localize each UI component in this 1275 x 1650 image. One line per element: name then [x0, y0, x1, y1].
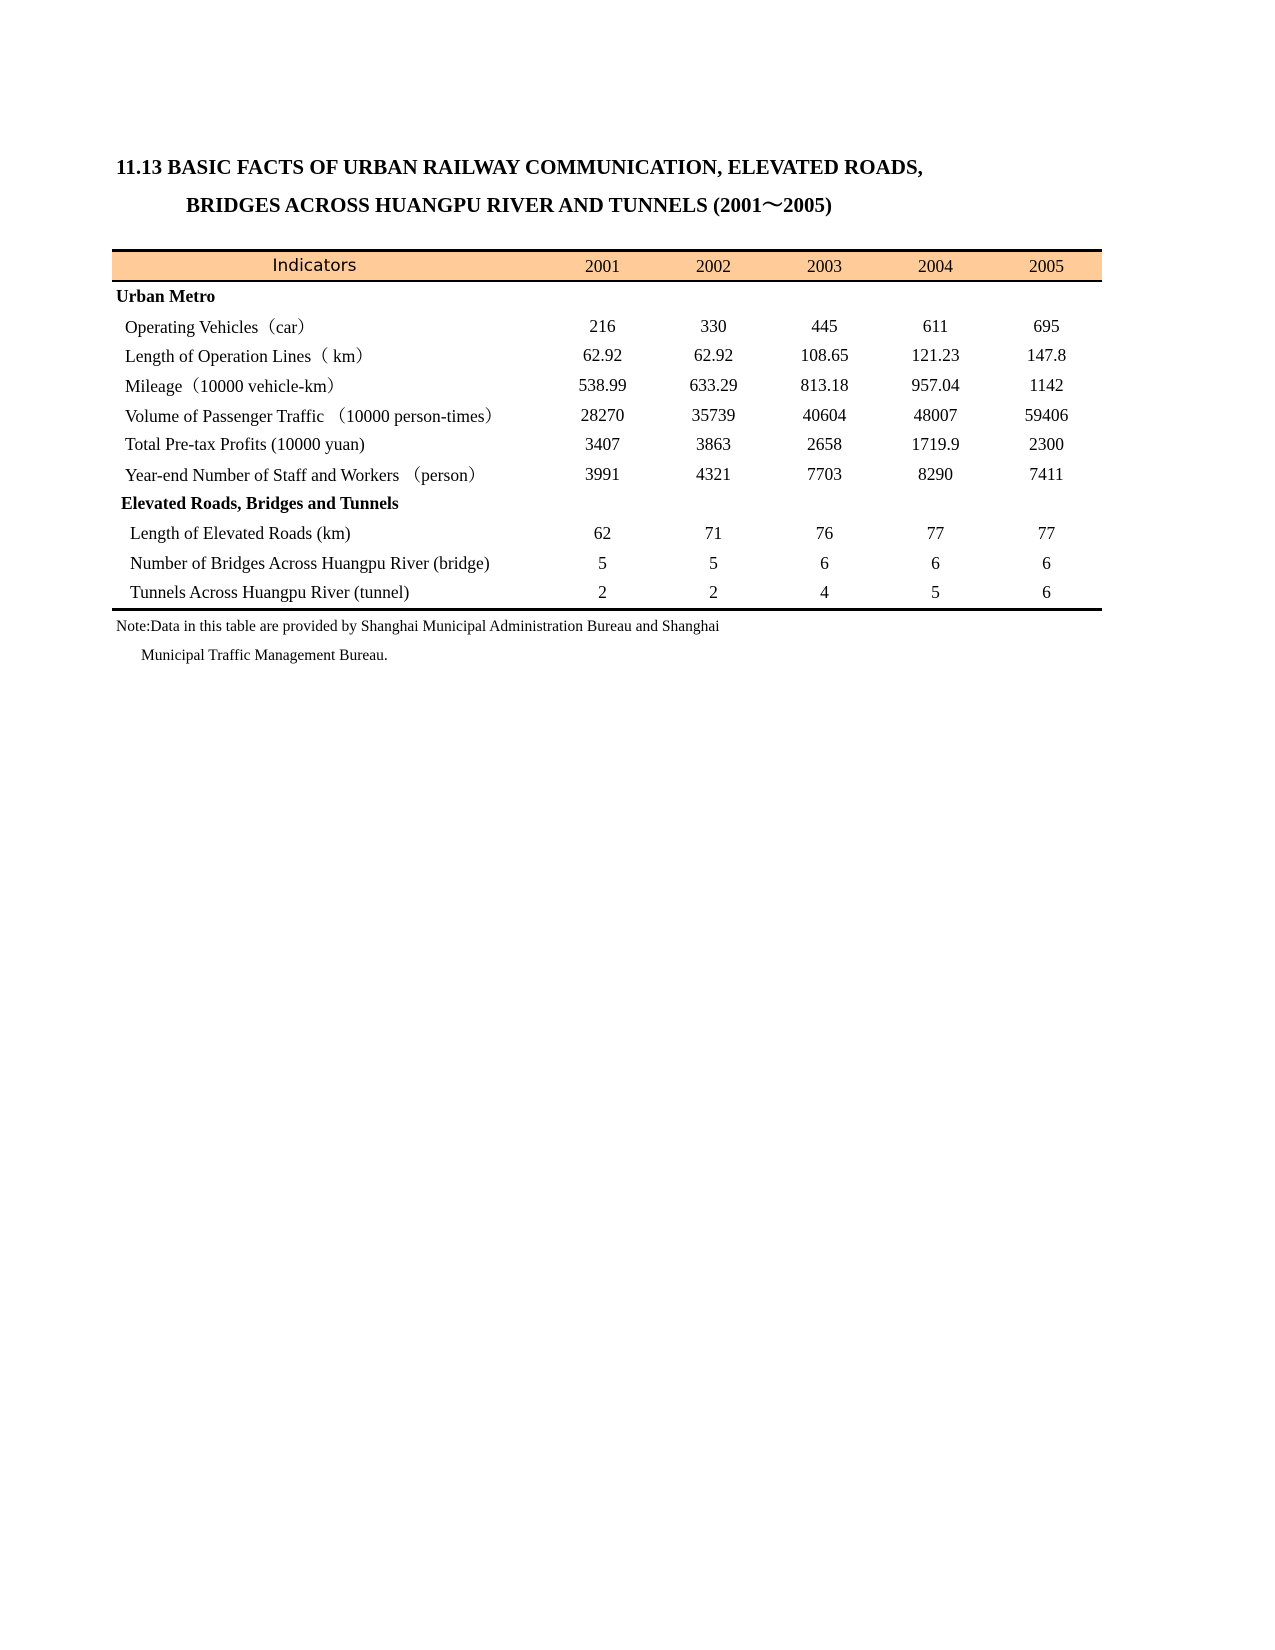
cell-2005: 2300: [1029, 434, 1064, 455]
cell-2005: 7411: [1029, 463, 1064, 484]
row-label: Total Pre-tax Profits (10000 yuan): [125, 434, 365, 455]
cell-2002: 5: [709, 552, 718, 573]
cell-2004: 121.23: [911, 345, 960, 366]
cell-2003: 445: [811, 315, 838, 336]
cell-2004: 5: [880, 578, 991, 609]
cell-2003: 76: [815, 523, 834, 544]
header-indicators: Indicators: [112, 251, 547, 282]
cell-2004: 957.04: [911, 375, 960, 396]
data-table: [112, 249, 1102, 611]
title-line-2: BRIDGES ACROSS HUANGPU RIVER AND TUNNELS (2001～2005): [186, 193, 833, 217]
note-line-2: Municipal Traffic Management Bureau.: [141, 647, 388, 664]
row-label: Mileage（10000 vehicle-km）: [125, 376, 345, 397]
section-row-urban-metro: [112, 281, 1102, 312]
cell-2001: 538.99: [578, 375, 627, 396]
cell-2005: 6: [991, 578, 1102, 609]
cell-2004: 48007: [913, 404, 958, 425]
header-year-2002: 2002: [658, 251, 769, 282]
cell-2001: 216: [589, 315, 616, 336]
table-row: [112, 548, 1102, 578]
cell-2002: 35739: [691, 404, 736, 425]
cell-2001: 5: [598, 552, 607, 573]
section-title: Urban Metro: [116, 286, 216, 307]
table-header-row: [112, 251, 1102, 282]
cell-2003: 2658: [807, 434, 842, 455]
cell-2002: 62.92: [693, 345, 734, 366]
cell-2002: 2: [658, 578, 769, 609]
header-year-2003: 2003: [769, 251, 880, 282]
cell-2003: 813.18: [800, 375, 849, 396]
table-note: [116, 612, 720, 670]
table-row: [112, 578, 1102, 609]
cell-2005: 6: [1042, 552, 1051, 573]
table-row: [112, 371, 1102, 401]
cell-2001: 62.92: [582, 345, 623, 366]
table-row: [112, 312, 1102, 342]
row-label: Tunnels Across Huangpu River (tunnel): [112, 578, 547, 609]
cell-2003: 40604: [802, 404, 847, 425]
cell-2005: 1142: [1029, 375, 1064, 396]
cell-2003: 4: [769, 578, 880, 609]
section-title: Elevated Roads, Bridges and Tunnels: [121, 493, 399, 514]
cell-2003: 7703: [807, 463, 842, 484]
cell-2004: 611: [922, 315, 949, 336]
row-label: Operating Vehicles（car）: [125, 316, 315, 337]
note-line-1: Note:Data in this table are provided by Shanghai Municipal Administration Bureau and Shanghai: [116, 618, 720, 635]
cell-2001: 3991: [585, 463, 620, 484]
table-row: [112, 519, 1102, 549]
cell-2001: 3407: [585, 434, 620, 455]
cell-2002: 3863: [696, 434, 731, 455]
cell-2005: 695: [1033, 315, 1060, 336]
cell-2001: 62: [593, 523, 612, 544]
table-row: [112, 430, 1102, 460]
header-year-2005: 2005: [991, 251, 1102, 282]
cell-2003: 6: [820, 552, 829, 573]
title-line-1: 11.13 BASIC FACTS OF URBAN RAILWAY COMMUNICATION, ELEVATED ROADS,: [116, 155, 923, 179]
header-year-2001: 2001: [547, 251, 658, 282]
cell-2004: 1719.9: [911, 434, 960, 455]
cell-2002: 71: [704, 523, 723, 544]
cell-2004: 77: [926, 523, 945, 544]
cell-2002: 4321: [696, 463, 731, 484]
row-label: Volume of Passenger Traffic （10000 person-times）: [125, 405, 503, 426]
table-row: [112, 460, 1102, 490]
cell-2004: 8290: [918, 463, 953, 484]
row-label: Length of Operation Lines（ km）: [125, 346, 373, 367]
cell-2002: 633.29: [689, 375, 738, 396]
cell-2002: 330: [700, 315, 727, 336]
row-label: Number of Bridges Across Huangpu River (bridge): [130, 552, 490, 573]
table-row: [112, 341, 1102, 371]
cell-2003: 108.65: [800, 345, 849, 366]
row-label: Year-end Number of Staff and Workers （person）: [125, 464, 486, 485]
cell-2004: 6: [931, 552, 940, 573]
cell-2005: 59406: [1024, 404, 1069, 425]
cell-2005: 77: [1037, 523, 1056, 544]
cell-2001: 28270: [580, 404, 625, 425]
cell-2001: 2: [547, 578, 658, 609]
cell-2005: 147.8: [1026, 345, 1067, 366]
table-row: [112, 400, 1102, 430]
section-row-elevated-roads: [112, 489, 1102, 519]
page-title: [116, 148, 923, 224]
header-year-2004: 2004: [880, 251, 991, 282]
row-label: Length of Elevated Roads (km): [130, 523, 351, 544]
